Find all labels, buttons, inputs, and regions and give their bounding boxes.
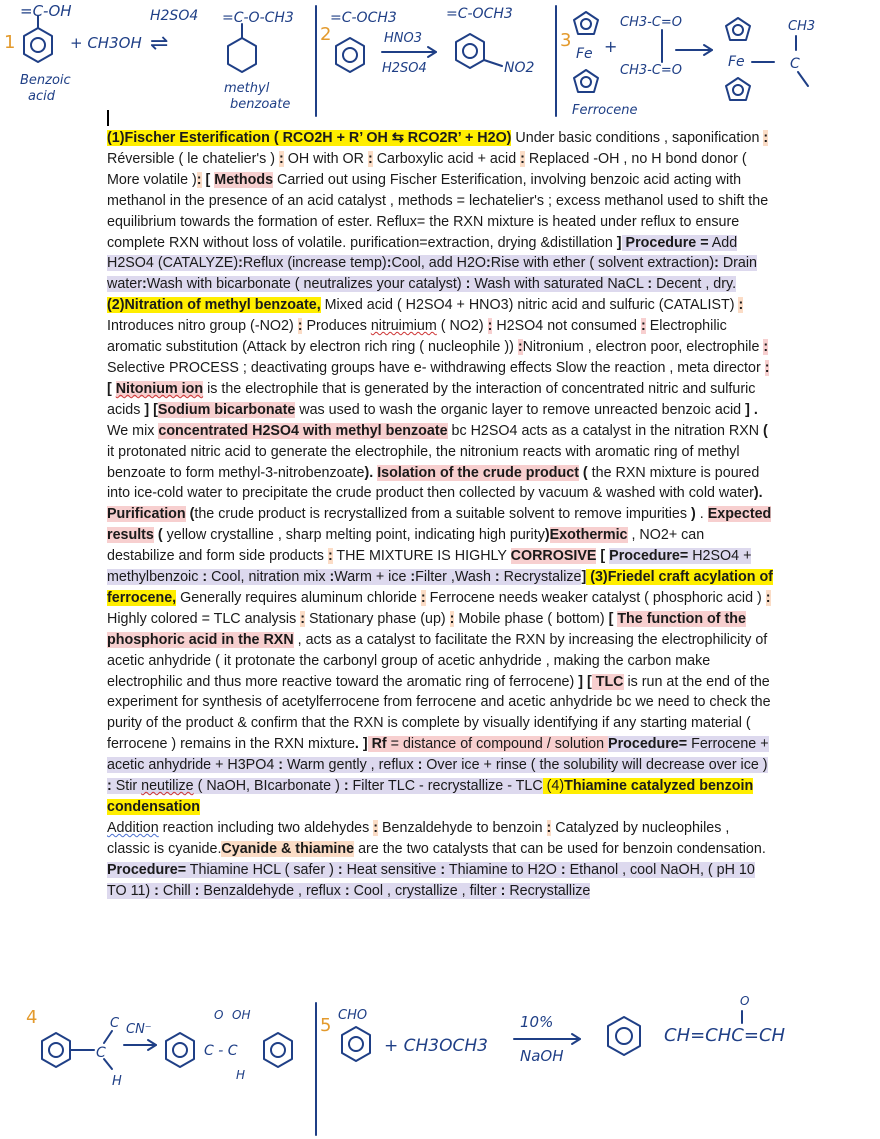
s3-text-e: Mobile phase ( bottom) [454, 610, 609, 627]
s3-neutilize: neutilize [141, 778, 194, 795]
s2-text-c2: ( NO2) [436, 318, 488, 335]
s2-text-a: Mixed acid ( H2SO4 + HNO3) nitric acid and sulfuric (CATALIST) [320, 297, 739, 314]
section-2-title: (2)Nitration of methyl benzoate, [107, 297, 321, 314]
s2-paren-1: ( [763, 422, 768, 439]
product-ring-top-inner [733, 25, 743, 35]
s2-text-b: Introduces nitro group (-NO2) [107, 318, 298, 335]
benzoic-acid-group: =C-OH [20, 2, 72, 20]
s2-text-k: bc H2SO4 acts as a catalyst in the nitration RXN [447, 422, 764, 439]
reaction-2-nitro-bond [484, 60, 502, 66]
bottom-reaction-sketches [0, 995, 880, 1139]
s1-colon-1: : [763, 130, 769, 146]
s3-text-b: Ferrocene needs weaker catalyst ( phosphoric acid ) [425, 589, 766, 606]
s1-colon-2: : [278, 150, 284, 167]
s3-bracket-2: ] [ [578, 673, 592, 690]
top-reaction-sketches [0, 0, 880, 120]
reaction-4-number: 4 [26, 1007, 38, 1028]
s3-text-g: is run at the end of the experiment for synthesis of acetylferrocene from ferrocene and acetic anhydride bc we need to check the purity of the product & confirm that the RXN is complete by visually identifying if any starting material ( ferrocene ) remains in the RXN mixture [107, 673, 771, 753]
s3-colon-2: : [765, 589, 771, 606]
s2-sodium-bicarbonate: Sodium bicarbonate [157, 401, 296, 418]
product-ring-bottom [726, 78, 750, 100]
section-1-title: (1)Fischer Esterification ( RCO2H + R’ OH ⇆ RCO2R’ + H2O) [107, 130, 512, 146]
s3-procedure-step-4a: Stir [111, 778, 142, 795]
s3-procedure-step-2: Warm gently , reflux [283, 757, 418, 774]
s2-bracket-1: [ [107, 380, 116, 397]
s2-text-e: Electrophilic aromatic substitution (Attack by electron rich ring ( nucleophile )) [107, 318, 727, 356]
s3-procedure-colon-4: : [343, 778, 349, 795]
reaction-1-catalyst: H2SO4 [150, 8, 199, 24]
s2-text-m: the RXN mixture is poured into ice-cold water to precipitate the crude product then collected by vacuum & washed with cold water [107, 464, 760, 502]
ferrocene-metal: Fe [576, 46, 593, 62]
methyl-benzoate-group: =C-O-CH3 [222, 10, 294, 26]
ferrocene-ring-top-inner [581, 19, 591, 29]
s1-procedure-step-6: Wash with bicarbonate ( neutralizes your catalyst) [146, 276, 466, 293]
benzoin-ring-right [264, 1033, 292, 1067]
benzoin-ring-left [166, 1033, 194, 1067]
ferrocene-ring-bottom [574, 70, 598, 92]
s2-text-r: THE MIXTURE IS HIGHLY [332, 548, 511, 565]
s4-text-b: Benzaldehyde to benzoin [378, 819, 547, 836]
s2-concentrated: concentrated H2SO4 with methyl benzoate [158, 422, 448, 439]
s2-procedure-colon-4: : [494, 569, 500, 586]
s2-isolation: Isolation of the crude product [377, 464, 579, 481]
benzoic-acid-ring-inner [31, 38, 45, 52]
s2-procedure-colon-3: : [410, 569, 416, 586]
s4-procedure-colon-5: : [194, 882, 200, 899]
s1-text-c: OH with OR [283, 150, 368, 167]
s2-bracket-2: ] [ [144, 401, 158, 418]
reaction-5-carbonyl-o: O [740, 995, 750, 1008]
reaction-2-number: 2 [320, 24, 332, 45]
s3-tlc-label: TLC [591, 673, 624, 690]
s1-bracket-close: ] [616, 234, 622, 251]
benzoin-ring-left-inner [173, 1043, 187, 1057]
s1-bracket-open: [ [201, 171, 215, 188]
s2-paren-8: ) [544, 527, 550, 544]
s2-text-i: was used to wash the organic layer to remove unreacted benzoic acid [295, 401, 746, 418]
reaction-4-reactant-o: C [110, 1016, 120, 1031]
benzaldehyde-ring [42, 1033, 70, 1067]
s2-text-d: H2SO4 not consumed [492, 318, 641, 335]
s4-procedure-step-2: Heat sensitive [342, 861, 441, 878]
product-carbonyl-bond [798, 72, 808, 86]
s4-procedure-step-5: Chill [158, 882, 195, 899]
benzoic-acid-ring [24, 28, 52, 62]
s2-text-h: is the electrophile that is generated by the interaction of concentrated nitric and sulfuric acids [107, 380, 756, 418]
s2-text-j: We mix [107, 422, 159, 439]
s1-procedure-step-7: Wash with saturated NaCL [470, 276, 648, 293]
reaction-2-product-ring-inner [463, 44, 477, 58]
s1-procedure-colon-6: : [465, 276, 471, 293]
s1-methods-text: Carried out using Fischer Esterification, involving benzoic acid acting with methanol in the presence of an acid catalyst , methods = lechatelier's ; excess methanol used to shift the equilibrium towards the formation of ester. Reflux= the RXN mixture is heated under reflux to ensure complete RXN without loss of volatile. purification=extraction, drying &distillation [107, 171, 769, 251]
reaction-3-number: 3 [560, 30, 572, 51]
benzoin-ring-right-inner [271, 1043, 285, 1057]
section-3-title: (3)Friedel craft acylation of ferrocene, [107, 569, 773, 606]
s2-corrosive: CORROSIVE [510, 548, 597, 565]
s3-colon-1: : [420, 589, 426, 606]
s4-addition: Addition [107, 819, 159, 836]
s1-procedure-colon-3: : [486, 255, 491, 272]
s4-text-a: reaction including two aldehydes [158, 819, 374, 836]
reaction-4-h-bond [104, 1059, 112, 1069]
s1-procedure-colon-1: : [238, 255, 243, 272]
reaction-4-product-h: H [236, 1068, 246, 1082]
s3-text-d: Stationary phase (up) [305, 610, 450, 627]
s1-procedure-step-1: Add H2SO4 (CATALYZE) [107, 234, 738, 272]
reaction-2-reactant-group: =C-OCH3 [330, 10, 397, 26]
text-cursor [107, 110, 109, 126]
s2-procedure-step-4: Filter ,Wash [415, 569, 495, 586]
ferrocene-ring-bottom-inner [581, 77, 591, 87]
s1-text-a: Under basic conditions , saponification [511, 130, 764, 146]
s2-colon-2: : [297, 318, 303, 335]
s4-text-c: Catalyzed by nucleophiles , classic is cyanide. [107, 819, 730, 857]
s2-text-q: , NO2+ can destabilize and form side products [107, 527, 705, 565]
s1-procedure-label: Procedure = [625, 234, 709, 251]
methyl-benzoate-label-2: benzoate [230, 97, 291, 112]
s3-text-a: Generally requires aluminum chloride [176, 589, 421, 606]
reaction-4-product-oh: OH [232, 1008, 251, 1022]
s2-text-n: the crude product is recrystallized from a suitable solvent to remove impurities [194, 506, 692, 523]
s2-paren-7: ( [153, 527, 163, 544]
s2-text-p: yellow crystalline , sharp melting point, indicating high purity [162, 527, 545, 544]
s3-bracket-1: [ [608, 610, 618, 627]
s1-text-d: Carboxylic acid + acid [372, 150, 521, 167]
benzoic-acid-label-1: Benzoic [20, 73, 71, 88]
s2-text-o: . [695, 506, 708, 523]
reaction-3-plus: + [604, 37, 618, 56]
anhydride-top: CH3-C=O [620, 15, 683, 30]
s4-procedure-step-4: Ethanol , cool NaOH, ( pH 10 TO 11) [107, 861, 755, 899]
s3-rf-label: Rf [367, 736, 387, 753]
s2-text-l: it protonated nitric acid to generate the electrophile, the nitronium reacts with aromatic ring of methyl benzoate to form methyl-3-nitrobenzoate [107, 443, 740, 481]
ferrocene-label: Ferrocene [572, 103, 638, 118]
s1-procedure-colon-4: : [714, 255, 719, 272]
s2-colon-5: : [517, 339, 523, 356]
product-ring-bottom-inner [733, 85, 743, 95]
section-4-number: (4) [542, 778, 565, 795]
reaction-5-product-ring-inner [616, 1028, 632, 1044]
product-methyl: CH3 [788, 19, 816, 34]
s2-colon-8: : [327, 548, 333, 565]
s2-expected-results: Expected results [107, 506, 772, 544]
reaction-4-reactant-c: C [96, 1045, 106, 1061]
s2-colon-4: : [641, 318, 646, 335]
product-ring-top [726, 18, 750, 40]
s2-paren-3: ( [578, 464, 588, 481]
reaction-5-reactant-ring [342, 1027, 370, 1061]
reaction-5-reactant-group: CHO [338, 1008, 368, 1023]
reaction-5-reagent-bottom: NaOH [520, 1047, 564, 1065]
reaction-2-product-substituent: NO2 [504, 60, 535, 76]
s4-procedure-colon-4: : [154, 882, 159, 899]
s1-colon-5: : [196, 171, 202, 188]
section-4-title: Thiamine catalyzed benzoin condensation [107, 778, 754, 815]
s4-procedure-colon-7: : [500, 882, 506, 899]
s4-procedure-step-3: Thiamine to H2O [445, 861, 561, 878]
reaction-4-catalyst: CN⁻ [126, 1022, 152, 1037]
notes-body[interactable] [107, 128, 773, 902]
s2-nitruimium: nitruimium [370, 318, 437, 335]
s2-paren-5: ( [185, 506, 195, 523]
s1-colon-3: : [367, 150, 373, 167]
ferrocene-ring-top [574, 12, 598, 34]
s2-bracket-5: ] [581, 569, 587, 586]
s2-procedure-step-5: Recrystalize [499, 569, 582, 586]
s4-procedure-colon-2: : [440, 861, 446, 878]
s3-procedure-step-4b: ( NaOH, BIcarbonate ) [193, 778, 344, 795]
s3-bracket-3: . ] [354, 736, 368, 753]
s1-text-e: Replaced -OH , no H bond donor ( More volatile ) [107, 150, 747, 188]
s1-methods-label: Methods [214, 171, 274, 188]
s4-procedure-step-8: Recrystallize [505, 882, 591, 899]
reaction-1-number: 1 [4, 32, 16, 53]
s2-procedure-step-3: Warm + ice [334, 569, 411, 586]
s2-bracket-3: ] . [745, 401, 758, 418]
s4-procedure-step-6: Benzaldehyde , reflux [199, 882, 345, 899]
s3-procedure-step-1: Ferrocene + acetic anhydride + H3PO4 [107, 736, 769, 774]
s1-procedure-step-8: Decent , dry. [652, 276, 737, 293]
s1-procedure-step-2: Reflux (increase temp) [242, 255, 387, 272]
s3-colon-4: : [449, 610, 455, 627]
reaction-2-product-ring [456, 34, 484, 68]
reaction-5-reagent: + CH3OCH3 [384, 1036, 488, 1056]
product-carbonyl-c: C [790, 56, 800, 72]
s1-procedure-step-4: Rise with ether ( solvent extraction) [490, 255, 715, 272]
s2-text-c1: Produces [302, 318, 371, 335]
s1-procedure-colon-2: : [386, 255, 392, 272]
s3-procedure-step-3: Over ice + rinse ( the solubility will decrease over ice ) [422, 757, 768, 774]
s2-exothermic: Exothermic [549, 527, 628, 544]
reaction-1-methanol: + CH3OH [70, 34, 142, 52]
s2-procedure-label: Procedure= [609, 548, 689, 565]
reaction-2-reagent-bottom: H2SO4 [382, 61, 427, 76]
s4-procedure-colon-3: : [560, 861, 566, 878]
s3-procedure-colon-3: : [107, 778, 112, 795]
methyl-benzoate-label-1: methyl [224, 81, 270, 96]
s2-colon-1: : [738, 297, 744, 314]
s3-text-f: , acts as a catalyst to facilitate the RXN by increasing the electrophilicity of acetic anhydride ( it protonate the carbonyl group of acetic anhydride , making the carbon make electrophilic and thus more reactive toward the aromatic ring of ferrocene) [107, 631, 768, 690]
reaction-1-equilibrium-arrow: ⇌ [150, 31, 169, 56]
s2-paren-4: ). [753, 485, 763, 502]
reaction-2-reactant-ring-inner [343, 48, 357, 62]
product-metal: Fe [728, 54, 745, 70]
reaction-4-carbonyl-bond [104, 1031, 112, 1043]
s2-procedure-colon-2: : [329, 569, 335, 586]
s2-procedure-colon-1: : [202, 569, 208, 586]
reaction-2-reactant-ring [336, 38, 364, 72]
s1-text-b: Réversible ( le chatelier's ) [107, 150, 279, 167]
s2-colon-7: : [764, 359, 770, 376]
reaction-4-reactant-h: H [112, 1074, 122, 1089]
methyl-benzoate-ring [228, 38, 256, 72]
s2-procedure-step-2: Cool, nitration mix [207, 569, 330, 586]
s4-text-d: are the two catalysts that can be used for benzoin condensation. [354, 840, 766, 857]
s3-procedure-colon-1: : [278, 757, 284, 774]
s4-procedure-colon-6: : [344, 882, 350, 899]
s2-paren-6: ) [691, 506, 696, 523]
s4-procedure-colon-1: : [337, 861, 343, 878]
s1-procedure-step-5: Drain water [107, 255, 757, 293]
reaction-5-reactant-ring-inner [349, 1037, 363, 1051]
reaction-5-product-ring [608, 1017, 640, 1055]
s2-nitonium-ion: Nitonium ion [115, 380, 204, 397]
s2-text-g: Selective PROCESS ; deactivating groups have e- withdrawing effects Slow the reaction , meta director [107, 359, 765, 376]
s1-procedure-colon-5: : [141, 276, 147, 293]
s3-function-label: The function of the phosphoric acid in the RXN [107, 610, 746, 648]
s4-procedure-step-1: Thiamine HCL ( safer ) [186, 861, 338, 878]
reaction-2-reagent-top: HNO3 [384, 31, 423, 46]
s4-colon-1: : [373, 819, 379, 836]
reaction-5-number: 5 [320, 1015, 332, 1036]
reaction-2-product-group: =C-OCH3 [446, 6, 513, 22]
s4-procedure-label: Procedure= [107, 861, 187, 878]
s2-bracket-4: [ [596, 548, 610, 565]
reaction-5-product: CH=CHC=CH [664, 1025, 786, 1046]
s1-procedure-step-3: Cool, add H2O [391, 255, 487, 272]
reaction-4-product-o: O [214, 1008, 224, 1022]
s2-procedure-step-1: H2SO4 + methylbenzoic [107, 548, 752, 586]
s2-colon-6: : [763, 339, 769, 356]
s3-colon-3: : [300, 610, 305, 627]
reaction-4-product-chain: C - C [204, 1043, 238, 1059]
reaction-5-reagent-top: 10% [520, 1013, 554, 1031]
s3-procedure-step-5: Filter TLC - recrystallize - TLC [348, 778, 543, 795]
s2-colon-3: : [487, 318, 493, 335]
benzoic-acid-label-2: acid [28, 89, 55, 104]
s3-rf-text: = distance of compound / solution [386, 736, 609, 753]
s3-text-c: Highly colored = TLC analysis [107, 610, 301, 627]
s4-procedure-step-7: Cool , crystallize , filter [349, 882, 501, 899]
s1-procedure-colon-7: : [647, 276, 653, 293]
s2-text-f: Nitronium , electron poor, electrophile [522, 339, 764, 356]
s4-colon-2: : [546, 819, 552, 836]
s1-colon-4: : [520, 150, 525, 167]
s2-paren-2: ). [364, 464, 378, 481]
s3-procedure-colon-2: : [417, 757, 423, 774]
anhydride-bottom: CH3-C=O [620, 63, 683, 78]
benzaldehyde-ring-inner [49, 1043, 63, 1057]
s2-purification: Purification [107, 506, 186, 523]
s3-procedure-label: Procedure= [608, 736, 688, 753]
s4-cyanide-thiamine: Cyanide & thiamine [221, 840, 355, 857]
